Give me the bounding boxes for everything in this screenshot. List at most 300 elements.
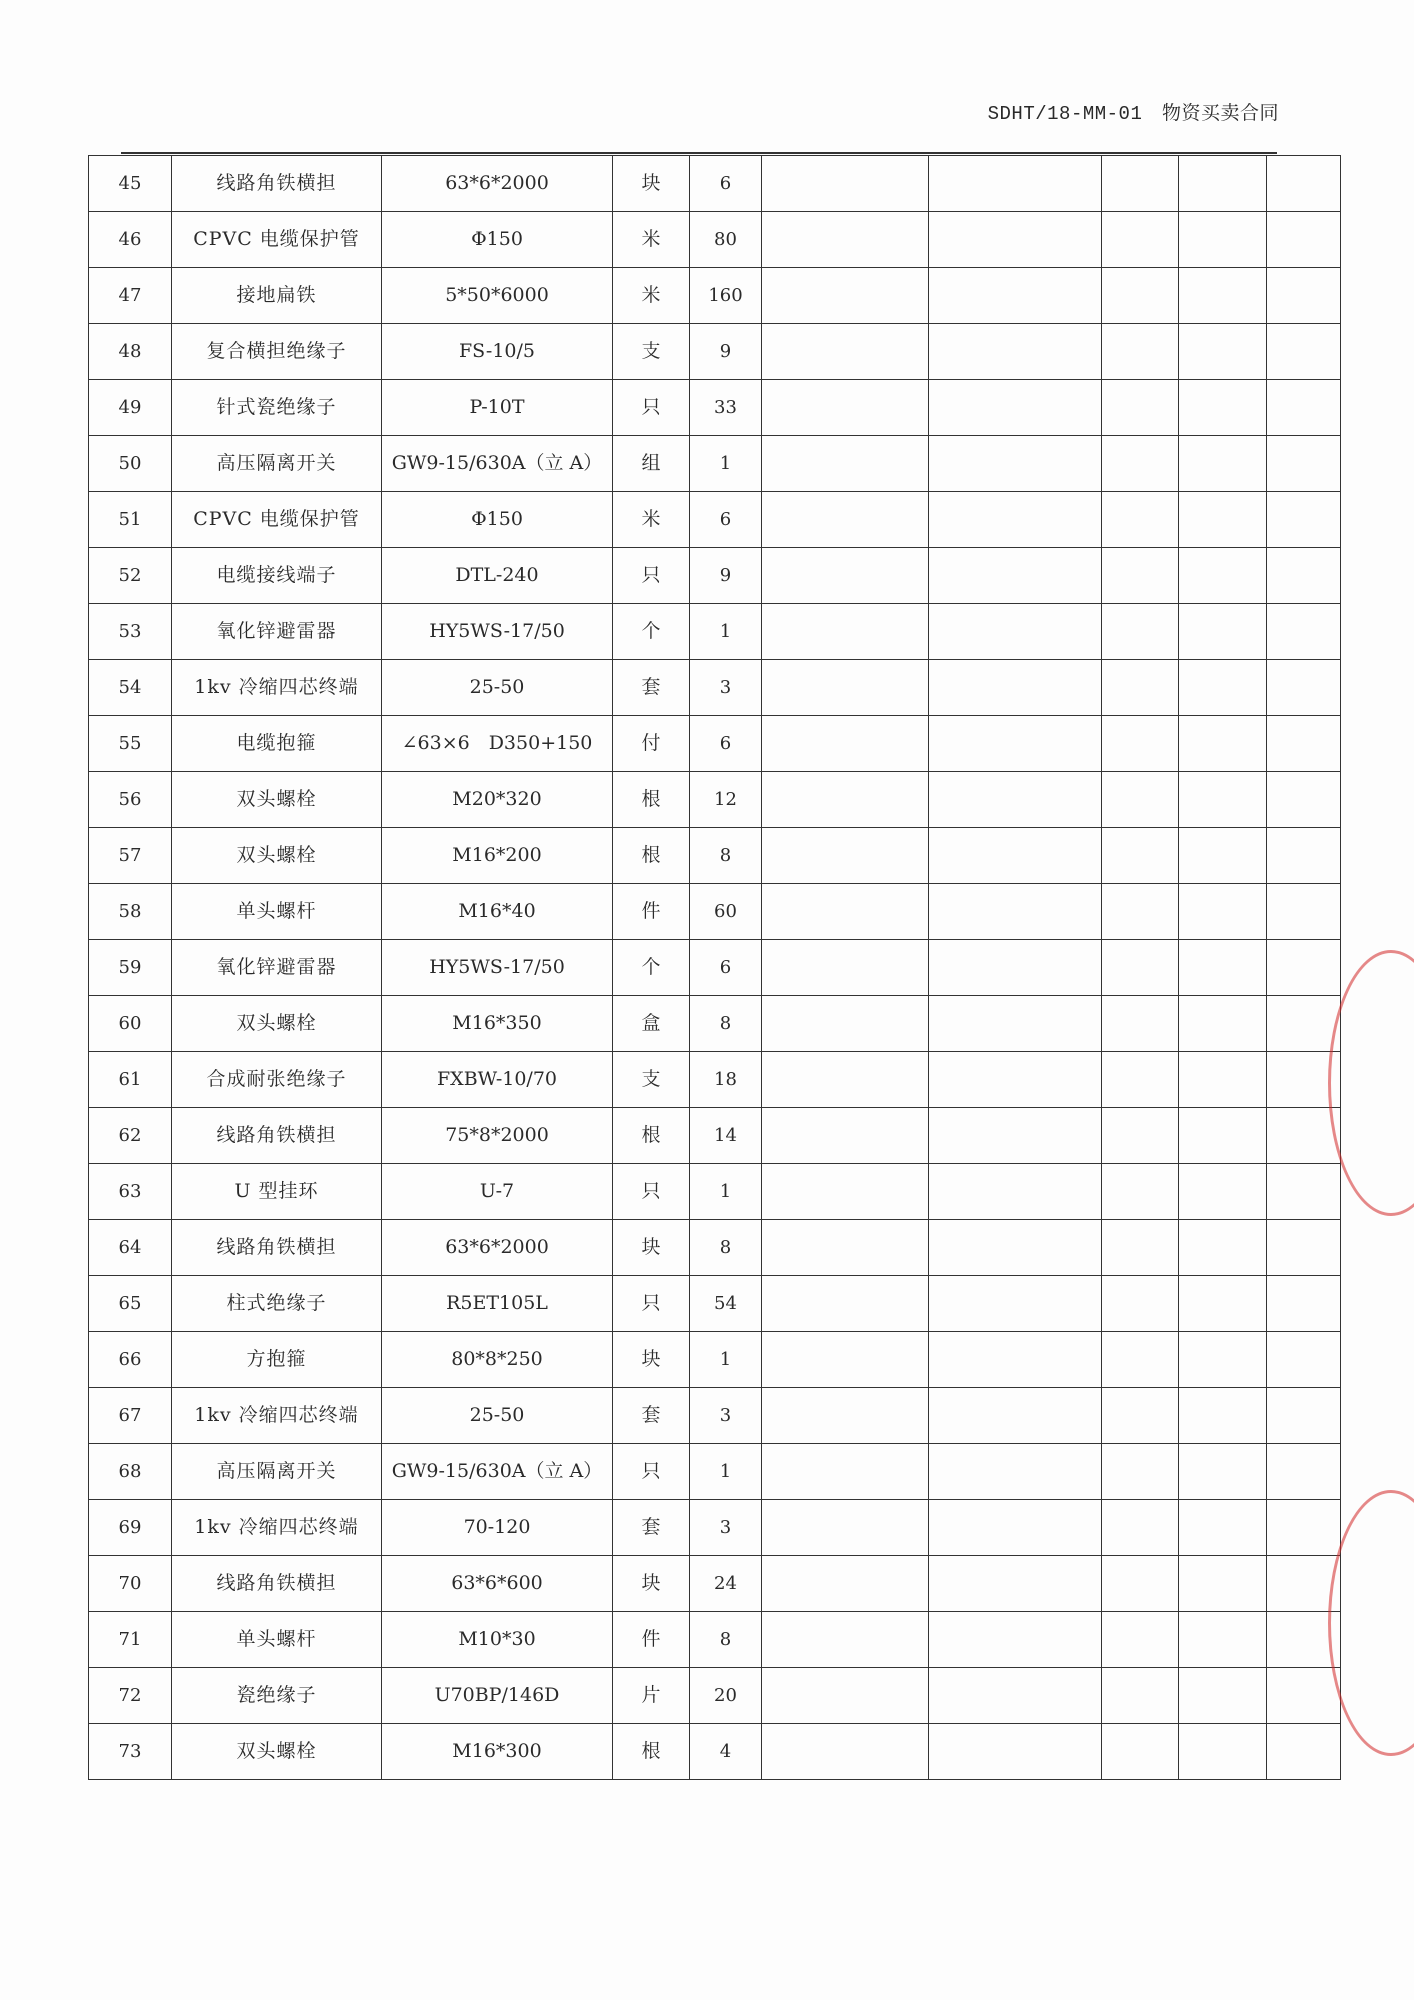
- empty-cell: [1179, 716, 1267, 772]
- item-unit: 件: [613, 884, 690, 940]
- empty-cell: [1267, 996, 1341, 1052]
- item-spec: HY5WS-17/50: [382, 940, 613, 996]
- item-unit: 组: [613, 436, 690, 492]
- item-name: 合成耐张绝缘子: [172, 1052, 382, 1108]
- table-row: [89, 436, 1341, 492]
- empty-cell: [1267, 1500, 1341, 1556]
- empty-cell: [1267, 1276, 1341, 1332]
- empty-cell: [1267, 1388, 1341, 1444]
- empty-cell: [762, 1164, 929, 1220]
- empty-cell: [929, 1164, 1102, 1220]
- empty-cell: [1267, 436, 1341, 492]
- empty-cell: [1267, 772, 1341, 828]
- item-spec: 63*6*2000: [382, 156, 613, 212]
- item-name: 双头螺栓: [172, 996, 382, 1052]
- row-number: 71: [89, 1612, 172, 1668]
- empty-cell: [929, 1500, 1102, 1556]
- item-unit: 根: [613, 1724, 690, 1780]
- empty-cell: [1102, 156, 1179, 212]
- item-unit: 块: [613, 1556, 690, 1612]
- empty-cell: [1267, 1668, 1341, 1724]
- row-number: 57: [89, 828, 172, 884]
- item-name: 1kv 冷缩四芯终端: [172, 1500, 382, 1556]
- table-row: [89, 156, 1341, 212]
- item-spec: GW9-15/630A（立 A）: [382, 1444, 613, 1500]
- table-row: [89, 940, 1341, 996]
- empty-cell: [1102, 492, 1179, 548]
- empty-cell: [1179, 1612, 1267, 1668]
- empty-cell: [1102, 212, 1179, 268]
- empty-cell: [762, 1724, 929, 1780]
- table-row: [89, 884, 1341, 940]
- table-body: [89, 156, 1341, 1780]
- table-row: [89, 1164, 1341, 1220]
- empty-cell: [1179, 548, 1267, 604]
- empty-cell: [1179, 1332, 1267, 1388]
- item-unit: 套: [613, 660, 690, 716]
- empty-cell: [929, 268, 1102, 324]
- item-name: 双头螺栓: [172, 828, 382, 884]
- empty-cell: [762, 716, 929, 772]
- item-unit: 米: [613, 492, 690, 548]
- item-spec: DTL-240: [382, 548, 613, 604]
- item-unit: 块: [613, 156, 690, 212]
- empty-cell: [1102, 1108, 1179, 1164]
- item-quantity: 24: [690, 1556, 762, 1612]
- document-title: 物资买卖合同: [1161, 102, 1279, 124]
- empty-cell: [1267, 268, 1341, 324]
- empty-cell: [929, 1444, 1102, 1500]
- empty-cell: [1179, 324, 1267, 380]
- empty-cell: [1102, 716, 1179, 772]
- table-row: [89, 492, 1341, 548]
- empty-cell: [929, 492, 1102, 548]
- row-number: 63: [89, 1164, 172, 1220]
- empty-cell: [762, 1332, 929, 1388]
- row-number: 47: [89, 268, 172, 324]
- header-rule: [121, 152, 1277, 154]
- empty-cell: [929, 996, 1102, 1052]
- item-unit: 只: [613, 1164, 690, 1220]
- empty-cell: [762, 772, 929, 828]
- empty-cell: [1102, 1500, 1179, 1556]
- empty-cell: [1102, 1220, 1179, 1276]
- row-number: 58: [89, 884, 172, 940]
- row-number: 73: [89, 1724, 172, 1780]
- row-number: 72: [89, 1668, 172, 1724]
- empty-cell: [1102, 1724, 1179, 1780]
- empty-cell: [1179, 604, 1267, 660]
- table-row: [89, 268, 1341, 324]
- item-spec: M16*300: [382, 1724, 613, 1780]
- empty-cell: [929, 884, 1102, 940]
- item-quantity: 1: [690, 1332, 762, 1388]
- item-spec: U70BP/146D: [382, 1668, 613, 1724]
- table-row: [89, 716, 1341, 772]
- row-number: 48: [89, 324, 172, 380]
- empty-cell: [1179, 156, 1267, 212]
- empty-cell: [1267, 828, 1341, 884]
- item-name: 电缆接线端子: [172, 548, 382, 604]
- item-unit: 片: [613, 1668, 690, 1724]
- item-unit: 只: [613, 1276, 690, 1332]
- item-name: 高压隔离开关: [172, 436, 382, 492]
- item-spec: 5*50*6000: [382, 268, 613, 324]
- item-unit: 件: [613, 1612, 690, 1668]
- empty-cell: [1179, 1668, 1267, 1724]
- item-name: 线路角铁横担: [172, 1220, 382, 1276]
- item-name: 柱式绝缘子: [172, 1276, 382, 1332]
- item-quantity: 18: [690, 1052, 762, 1108]
- empty-cell: [1267, 1724, 1341, 1780]
- empty-cell: [929, 1668, 1102, 1724]
- row-number: 60: [89, 996, 172, 1052]
- table-row: [89, 1500, 1341, 1556]
- item-quantity: 14: [690, 1108, 762, 1164]
- item-spec: 80*8*250: [382, 1332, 613, 1388]
- item-name: 线路角铁横担: [172, 1108, 382, 1164]
- item-name: 电缆抱箍: [172, 716, 382, 772]
- item-name: CPVC 电缆保护管: [172, 492, 382, 548]
- item-spec: M20*320: [382, 772, 613, 828]
- empty-cell: [762, 156, 929, 212]
- table-row: [89, 996, 1341, 1052]
- empty-cell: [1179, 492, 1267, 548]
- table-row: [89, 1332, 1341, 1388]
- item-name: 线路角铁横担: [172, 1556, 382, 1612]
- item-name: 针式瓷绝缘子: [172, 380, 382, 436]
- row-number: 66: [89, 1332, 172, 1388]
- empty-cell: [1179, 828, 1267, 884]
- empty-cell: [929, 156, 1102, 212]
- item-quantity: 8: [690, 828, 762, 884]
- document-code: SDHT/18-MM-01: [987, 103, 1143, 125]
- empty-cell: [929, 1276, 1102, 1332]
- item-spec: Φ150: [382, 492, 613, 548]
- item-unit: 支: [613, 324, 690, 380]
- empty-cell: [762, 996, 929, 1052]
- item-quantity: 54: [690, 1276, 762, 1332]
- item-name: 复合横担绝缘子: [172, 324, 382, 380]
- item-quantity: 6: [690, 156, 762, 212]
- empty-cell: [762, 828, 929, 884]
- table-row: [89, 380, 1341, 436]
- row-number: 46: [89, 212, 172, 268]
- item-name: 单头螺杆: [172, 1612, 382, 1668]
- empty-cell: [1179, 436, 1267, 492]
- item-unit: 只: [613, 548, 690, 604]
- item-spec: M10*30: [382, 1612, 613, 1668]
- table-row: [89, 1668, 1341, 1724]
- item-spec: FS-10/5: [382, 324, 613, 380]
- row-number: 67: [89, 1388, 172, 1444]
- table-row: [89, 548, 1341, 604]
- item-unit: 米: [613, 212, 690, 268]
- empty-cell: [1267, 940, 1341, 996]
- item-unit: 盒: [613, 996, 690, 1052]
- empty-cell: [762, 1108, 929, 1164]
- empty-cell: [762, 380, 929, 436]
- empty-cell: [929, 604, 1102, 660]
- empty-cell: [929, 716, 1102, 772]
- row-number: 59: [89, 940, 172, 996]
- empty-cell: [1179, 940, 1267, 996]
- empty-cell: [762, 1668, 929, 1724]
- item-unit: 块: [613, 1332, 690, 1388]
- item-name: 接地扁铁: [172, 268, 382, 324]
- empty-cell: [929, 1332, 1102, 1388]
- empty-cell: [1179, 212, 1267, 268]
- item-quantity: 1: [690, 604, 762, 660]
- item-unit: 个: [613, 940, 690, 996]
- table-row: [89, 1220, 1341, 1276]
- item-name: 双头螺栓: [172, 772, 382, 828]
- table-row: [89, 1276, 1341, 1332]
- table-row: [89, 772, 1341, 828]
- item-spec: 25-50: [382, 660, 613, 716]
- empty-cell: [929, 212, 1102, 268]
- empty-cell: [1102, 1668, 1179, 1724]
- empty-cell: [1267, 660, 1341, 716]
- empty-cell: [1179, 1388, 1267, 1444]
- item-unit: 套: [613, 1388, 690, 1444]
- item-name: 双头螺栓: [172, 1724, 382, 1780]
- empty-cell: [762, 324, 929, 380]
- item-quantity: 8: [690, 996, 762, 1052]
- empty-cell: [1179, 1444, 1267, 1500]
- table-row: [89, 828, 1341, 884]
- empty-cell: [1102, 1332, 1179, 1388]
- empty-cell: [762, 604, 929, 660]
- empty-cell: [762, 268, 929, 324]
- item-spec: P-10T: [382, 380, 613, 436]
- empty-cell: [929, 1556, 1102, 1612]
- item-quantity: 12: [690, 772, 762, 828]
- item-spec: Φ150: [382, 212, 613, 268]
- row-number: 55: [89, 716, 172, 772]
- row-number: 45: [89, 156, 172, 212]
- empty-cell: [1267, 604, 1341, 660]
- item-quantity: 6: [690, 492, 762, 548]
- item-spec: M16*40: [382, 884, 613, 940]
- item-unit: 套: [613, 1500, 690, 1556]
- row-number: 53: [89, 604, 172, 660]
- row-number: 52: [89, 548, 172, 604]
- empty-cell: [929, 1612, 1102, 1668]
- empty-cell: [762, 1612, 929, 1668]
- empty-cell: [1102, 604, 1179, 660]
- empty-cell: [929, 1052, 1102, 1108]
- empty-cell: [1102, 1612, 1179, 1668]
- empty-cell: [929, 940, 1102, 996]
- item-unit: 只: [613, 380, 690, 436]
- empty-cell: [762, 492, 929, 548]
- row-number: 51: [89, 492, 172, 548]
- item-name: 单头螺杆: [172, 884, 382, 940]
- empty-cell: [1179, 1276, 1267, 1332]
- item-name: 氧化锌避雷器: [172, 604, 382, 660]
- item-spec: M16*200: [382, 828, 613, 884]
- empty-cell: [1102, 1164, 1179, 1220]
- empty-cell: [762, 884, 929, 940]
- item-spec: GW9-15/630A（立 A）: [382, 436, 613, 492]
- empty-cell: [1102, 436, 1179, 492]
- item-spec: FXBW-10/70: [382, 1052, 613, 1108]
- table-row: [89, 660, 1341, 716]
- empty-cell: [1267, 1444, 1341, 1500]
- empty-cell: [1102, 380, 1179, 436]
- item-spec: 63*6*2000: [382, 1220, 613, 1276]
- item-name: 方抱箍: [172, 1332, 382, 1388]
- item-unit: 根: [613, 828, 690, 884]
- empty-cell: [1179, 1220, 1267, 1276]
- empty-cell: [1267, 1164, 1341, 1220]
- empty-cell: [929, 548, 1102, 604]
- item-quantity: 3: [690, 1388, 762, 1444]
- table-row: [89, 1108, 1341, 1164]
- empty-cell: [1179, 996, 1267, 1052]
- row-number: 65: [89, 1276, 172, 1332]
- item-quantity: 3: [690, 660, 762, 716]
- empty-cell: [929, 660, 1102, 716]
- empty-cell: [762, 548, 929, 604]
- item-quantity: 3: [690, 1500, 762, 1556]
- empty-cell: [929, 1108, 1102, 1164]
- table-row: [89, 1612, 1341, 1668]
- item-unit: 付: [613, 716, 690, 772]
- table-row: [89, 212, 1341, 268]
- item-quantity: 160: [690, 268, 762, 324]
- row-number: 64: [89, 1220, 172, 1276]
- item-quantity: 60: [690, 884, 762, 940]
- item-unit: 支: [613, 1052, 690, 1108]
- empty-cell: [929, 1220, 1102, 1276]
- item-unit: 米: [613, 268, 690, 324]
- row-number: 54: [89, 660, 172, 716]
- empty-cell: [1179, 1164, 1267, 1220]
- empty-cell: [1102, 772, 1179, 828]
- item-name: 1kv 冷缩四芯终端: [172, 1388, 382, 1444]
- item-name: 1kv 冷缩四芯终端: [172, 660, 382, 716]
- row-number: 61: [89, 1052, 172, 1108]
- table-row: [89, 1388, 1341, 1444]
- empty-cell: [762, 436, 929, 492]
- empty-cell: [1102, 828, 1179, 884]
- row-number: 49: [89, 380, 172, 436]
- row-number: 62: [89, 1108, 172, 1164]
- empty-cell: [762, 1052, 929, 1108]
- empty-cell: [1179, 268, 1267, 324]
- item-quantity: 80: [690, 212, 762, 268]
- item-unit: 根: [613, 1108, 690, 1164]
- empty-cell: [762, 1276, 929, 1332]
- empty-cell: [929, 828, 1102, 884]
- empty-cell: [762, 940, 929, 996]
- empty-cell: [762, 660, 929, 716]
- empty-cell: [1179, 1052, 1267, 1108]
- item-quantity: 9: [690, 324, 762, 380]
- item-spec: R5ET105L: [382, 1276, 613, 1332]
- empty-cell: [1267, 156, 1341, 212]
- empty-cell: [762, 1444, 929, 1500]
- item-name: 高压隔离开关: [172, 1444, 382, 1500]
- empty-cell: [1179, 1556, 1267, 1612]
- empty-cell: [1102, 940, 1179, 996]
- empty-cell: [1102, 1276, 1179, 1332]
- empty-cell: [1267, 716, 1341, 772]
- item-name: 线路角铁横担: [172, 156, 382, 212]
- empty-cell: [1267, 548, 1341, 604]
- empty-cell: [1267, 212, 1341, 268]
- document-header: [988, 98, 1279, 125]
- empty-cell: [1102, 884, 1179, 940]
- item-quantity: 1: [690, 436, 762, 492]
- empty-cell: [1179, 1500, 1267, 1556]
- empty-cell: [929, 1388, 1102, 1444]
- item-quantity: 8: [690, 1220, 762, 1276]
- empty-cell: [1102, 996, 1179, 1052]
- empty-cell: [1267, 324, 1341, 380]
- item-unit: 根: [613, 772, 690, 828]
- item-quantity: 8: [690, 1612, 762, 1668]
- empty-cell: [1179, 660, 1267, 716]
- empty-cell: [1102, 1052, 1179, 1108]
- item-quantity: 33: [690, 380, 762, 436]
- item-name: 瓷绝缘子: [172, 1668, 382, 1724]
- item-name: 氧化锌避雷器: [172, 940, 382, 996]
- empty-cell: [762, 1220, 929, 1276]
- empty-cell: [1267, 884, 1341, 940]
- table-row: [89, 1724, 1341, 1780]
- empty-cell: [1267, 380, 1341, 436]
- empty-cell: [1267, 1220, 1341, 1276]
- empty-cell: [1102, 1444, 1179, 1500]
- empty-cell: [1179, 1724, 1267, 1780]
- item-quantity: 6: [690, 940, 762, 996]
- item-spec: U-7: [382, 1164, 613, 1220]
- item-unit: 只: [613, 1444, 690, 1500]
- item-spec: 25-50: [382, 1388, 613, 1444]
- row-number: 70: [89, 1556, 172, 1612]
- table-row: [89, 324, 1341, 380]
- item-name: CPVC 电缆保护管: [172, 212, 382, 268]
- table-row: [89, 604, 1341, 660]
- empty-cell: [929, 436, 1102, 492]
- item-quantity: 6: [690, 716, 762, 772]
- row-number: 56: [89, 772, 172, 828]
- empty-cell: [1179, 380, 1267, 436]
- row-number: 50: [89, 436, 172, 492]
- item-spec: M16*350: [382, 996, 613, 1052]
- empty-cell: [1102, 548, 1179, 604]
- item-spec: 63*6*600: [382, 1556, 613, 1612]
- empty-cell: [929, 380, 1102, 436]
- empty-cell: [1102, 1388, 1179, 1444]
- item-quantity: 1: [690, 1164, 762, 1220]
- row-number: 69: [89, 1500, 172, 1556]
- item-unit: 个: [613, 604, 690, 660]
- table-row: [89, 1444, 1341, 1500]
- empty-cell: [929, 324, 1102, 380]
- empty-cell: [1179, 1108, 1267, 1164]
- empty-cell: [762, 1556, 929, 1612]
- item-spec: HY5WS-17/50: [382, 604, 613, 660]
- item-quantity: 20: [690, 1668, 762, 1724]
- table-row: [89, 1052, 1341, 1108]
- table-row: [89, 1556, 1341, 1612]
- empty-cell: [1267, 492, 1341, 548]
- item-quantity: 4: [690, 1724, 762, 1780]
